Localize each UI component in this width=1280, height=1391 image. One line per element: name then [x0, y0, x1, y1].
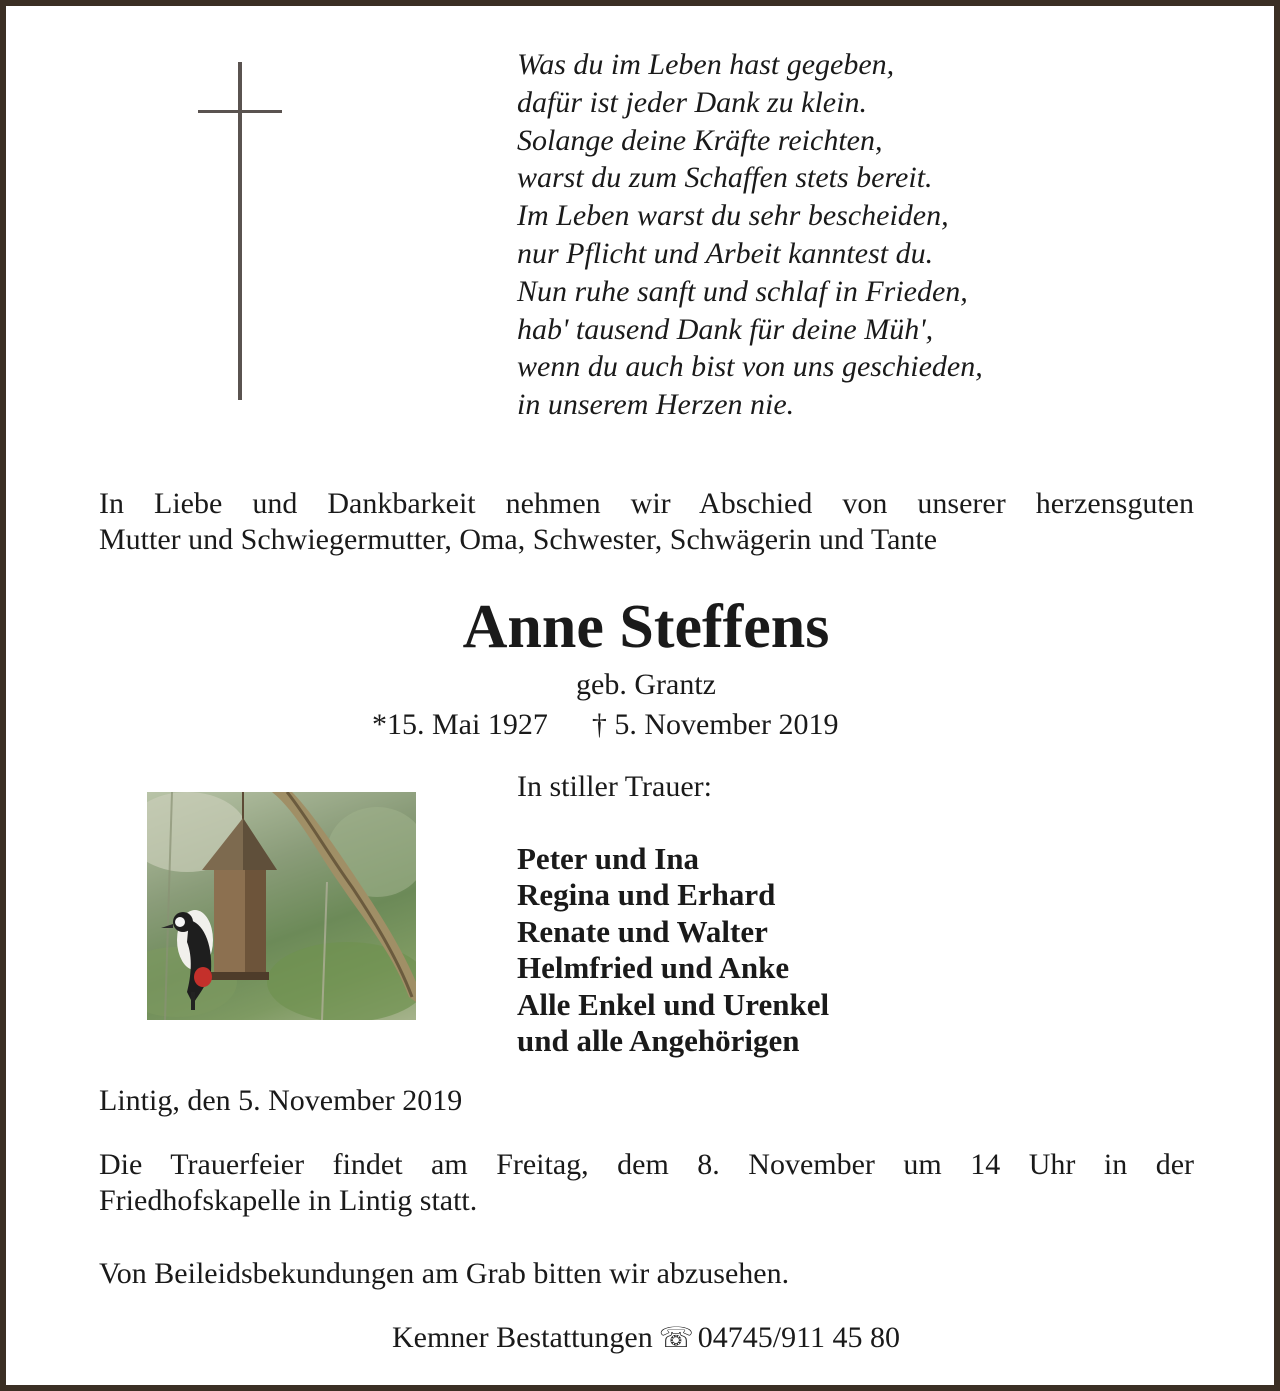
place-date: Lintig, den 5. November 2019	[99, 1084, 463, 1117]
mourner-name: Peter und Ina	[517, 841, 700, 876]
life-dates	[372, 707, 838, 743]
intro-line: Mutter und Schwiegermutter, Oma, Schwester, Schwägerin und Tante	[99, 523, 938, 556]
mourners-label: In stiller Trauer:	[517, 770, 712, 803]
poem	[517, 46, 983, 424]
deceased-name: Anne Steffens	[462, 593, 830, 661]
intro-text	[99, 486, 1194, 558]
intro-line: In Liebe und Dankbarkeit nehmen wir Abschied von unserer herzensguten	[99, 487, 1194, 520]
cross-icon	[198, 62, 282, 402]
service-line: Die Trauerfeier findet am Freitag, dem 8. November um 14 Uhr in der	[99, 1148, 1194, 1181]
undertaker-line	[6, 1320, 1280, 1356]
funeral-service-notice	[99, 1147, 1194, 1219]
mourner-name: Regina und Erhard	[517, 877, 776, 913]
poem-line: warst du zum Schaffen stets bereit.	[517, 161, 933, 195]
poem-line: dafür ist jeder Dank zu klein.	[517, 85, 867, 119]
poem-line: Im Leben warst du sehr bescheiden,	[517, 199, 949, 233]
born-name: geb. Grantz	[576, 668, 716, 701]
mourners-list	[517, 841, 829, 1059]
poem-line: Nun ruhe sanft und schlaf in Frieden,	[517, 274, 968, 308]
mourner-name: Renate und Walter	[517, 913, 768, 949]
poem-line: Solange deine Kräfte reichten,	[517, 123, 883, 157]
poem-line: hab' tausend Dank für deine Müh',	[517, 312, 934, 346]
service-line: Friedhofskapelle in Lintig statt.	[99, 1184, 478, 1217]
poem-line: nur Pflicht und Arbeit kanntest du.	[517, 236, 934, 270]
birth-date: *15. Mai 1927	[372, 708, 548, 741]
poem-line: in unserem Herzen nie.	[517, 388, 795, 422]
mourner-name: Helmfried und Anke	[517, 950, 790, 986]
mourner-name: und alle Angehörigen	[517, 1023, 800, 1059]
phone-icon: ☏	[658, 1321, 694, 1354]
mourner-name: Alle Enkel und Urenkel	[517, 986, 830, 1022]
woodpecker-photo	[147, 792, 416, 1020]
poem-line: wenn du auch bist von uns geschieden,	[517, 350, 983, 384]
undertaker-phone: 04745/911 45 80	[697, 1321, 900, 1354]
condolence-notice: Von Beileidsbekundungen am Grab bitten wir abzusehen.	[99, 1257, 790, 1290]
death-date: † 5. November 2019	[591, 708, 839, 741]
undertaker-name: Kemner Bestattungen	[391, 1321, 653, 1354]
poem-line: Was du im Leben hast gegeben,	[517, 48, 895, 81]
